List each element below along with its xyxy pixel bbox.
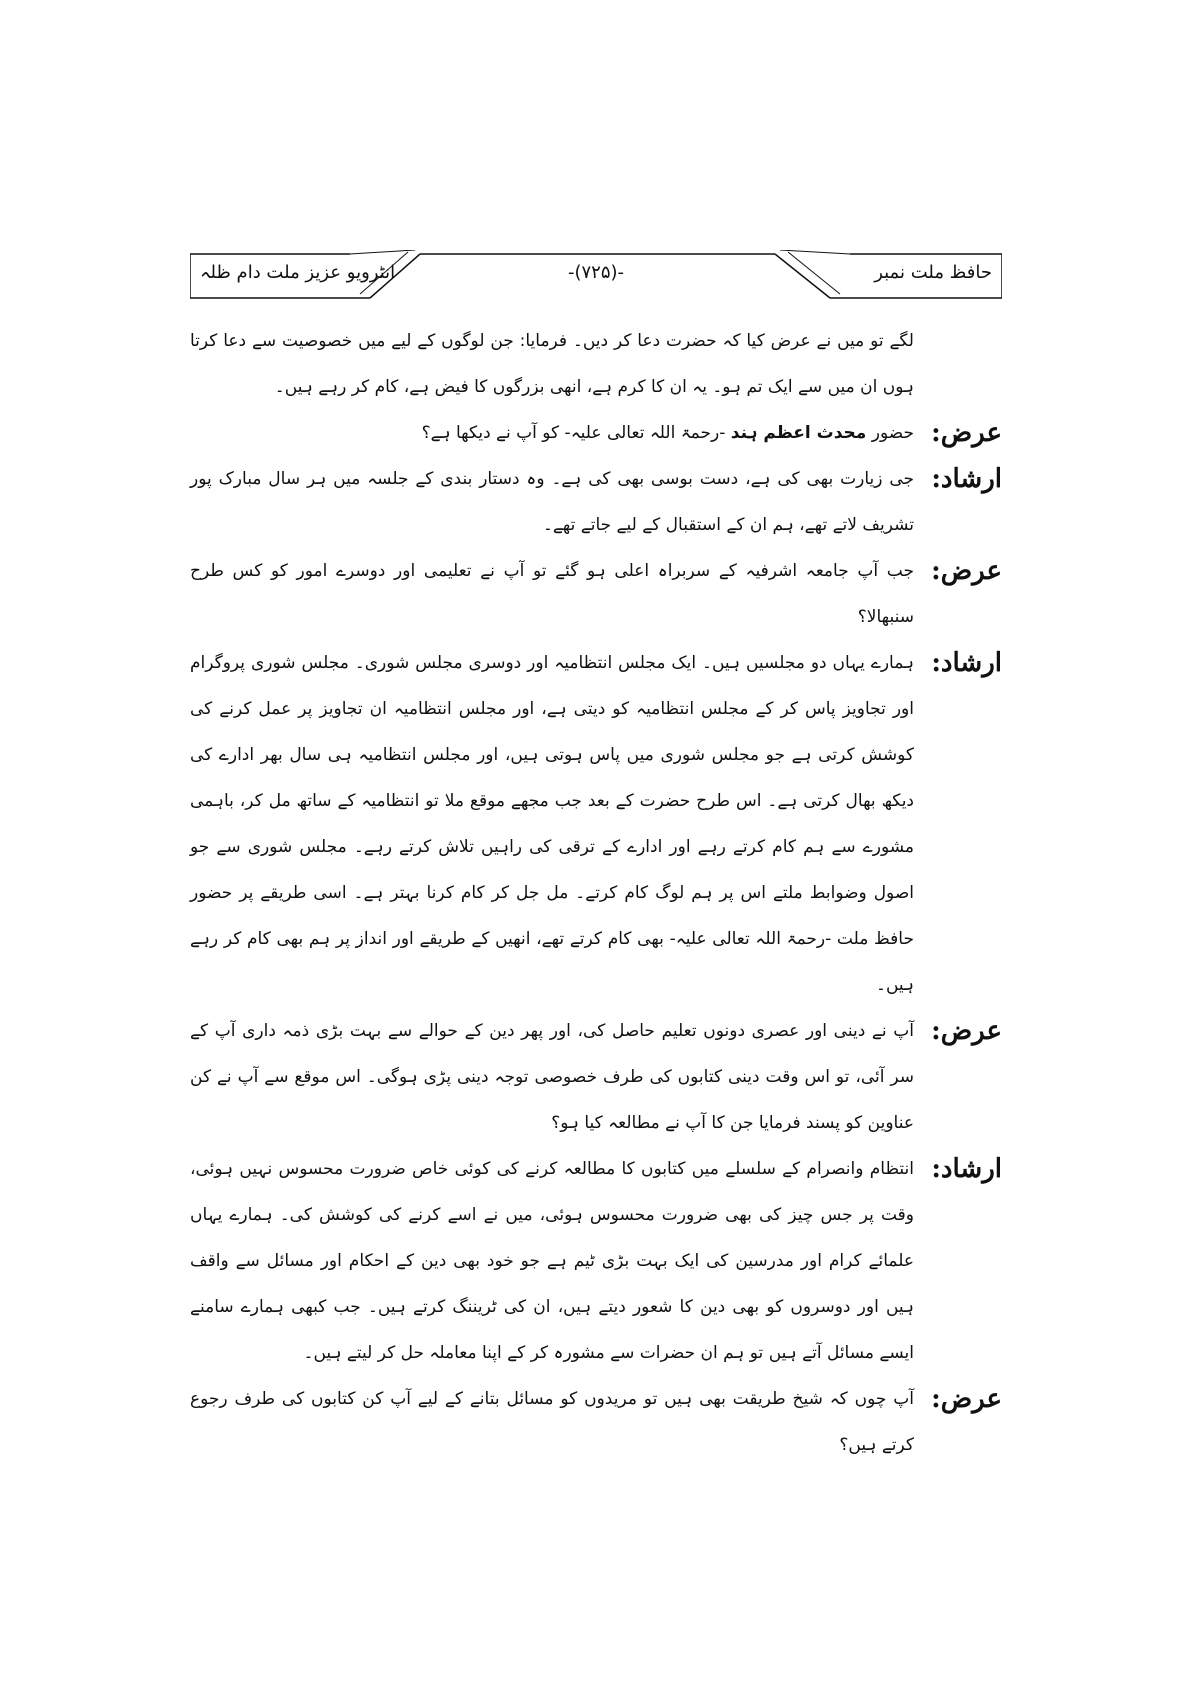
header-left-title: انٹرویو عزیز ملت دام ظلہ xyxy=(200,262,396,283)
interview-content xyxy=(190,318,1002,1468)
entry-label: عرض: xyxy=(931,556,1002,586)
entry-label: عرض: xyxy=(931,418,1002,448)
entry-continuation xyxy=(190,318,1002,410)
entry-label: ارشاد: xyxy=(931,648,1002,678)
text-post: -رحمۃ اللہ تعالی علیہ- کو آپ نے دیکھا ہے؟ xyxy=(421,423,731,443)
entry-label: ارشاد: xyxy=(931,1154,1002,1184)
bold-name: محدث اعظم ہند xyxy=(730,423,867,443)
entry-text: لگے تو میں نے عرض کیا کہ حضرت دعا کر دیں۔ فرمایا: جن لوگوں کے لیے میں خصوصیت سے دعا کرتا ہوں ان میں سے ایک تم ہو۔ یہ ان کا کرم ہے، انھی بزرگوں کا فیض ہے، کام کر رہے ہیں۔ xyxy=(190,331,914,397)
entry-question xyxy=(190,548,1002,640)
page-number: -(۷۲۵)- xyxy=(567,262,625,283)
entry-question xyxy=(190,410,1002,456)
entry-question xyxy=(190,1008,1002,1146)
entry-answer xyxy=(190,640,1002,1008)
entry-text: ہمارے یہاں دو مجلسیں ہیں۔ ایک مجلس انتظامیہ اور دوسری مجلس شوری۔ مجلس شوری پروگرام اور تجاویز پاس کر کے مجلس انتظامیہ کو دیتی ہے، اور مجلس انتظامیہ ان تجاویز پر عمل کرنے کی کوشش کرتی ہے جو مجلس شوری میں پاس ہوتی ہیں، اور مجلس انتظامیہ ہی سال بھر ادارے کی دیکھ بھال کرتی ہے۔ اس طرح حضرت کے بعد جب مجھے موقع ملا تو انتظامیہ کے ساتھ مل کر، باہمی مشورے سے ہم کام کرتے رہے اور ادارے کے ترقی کی راہیں تلاش کرتے رہے۔ مجلس شوری سے جو اصول وضوابط ملتے اس پر ہم لوگ کام کرتے۔ مل جل کر کام کرنا بہتر ہے۔ اسی طریقے پر حضور حافظ ملت -رحمۃ اللہ تعالی علیہ- بھی کام کرتے تھے، انھیں کے طریقے اور انداز پر ہم بھی کام کر رہے ہیں۔ xyxy=(190,653,914,995)
text-pre: حضور xyxy=(866,423,914,443)
entry-label: ارشاد: xyxy=(931,464,1002,494)
header-right-title: حافظ ملت نمبر xyxy=(874,262,992,283)
entry-label: عرض: xyxy=(931,1016,1002,1046)
entry-text: جی زیارت بھی کی ہے، دست بوسی بھی کی ہے۔ وہ دستار بندی کے جلسہ میں ہر سال مبارک پور تشریف لاتے تھے، ہم ان کے استقبال کے لیے جاتے تھے۔ xyxy=(190,469,914,535)
entry-answer xyxy=(190,1146,1002,1376)
entry-text: آپ چوں کہ شیخ طریقت بھی ہیں تو مریدوں کو مسائل بتانے کے لیے آپ کن کتابوں کی طرف رجوع کرتے ہیں؟ xyxy=(190,1389,914,1455)
entry-text: آپ نے دینی اور عصری دونوں تعلیم حاصل کی، اور پھر دین کے حوالے سے بہت بڑی ذمہ داری آپ کے سر آئی، تو اس وقت دینی کتابوں کی طرف خصوصی توجہ دینی پڑی ہوگی۔ اس موقع سے آپ نے کن عناوین کو پسند فرمایا جن کا آپ نے مطالعہ کیا ہو؟ xyxy=(190,1021,914,1133)
page-header xyxy=(190,250,1002,300)
entry-question xyxy=(190,1376,1002,1468)
entry-label: عرض: xyxy=(931,1384,1002,1414)
entry-text: جب آپ جامعہ اشرفیہ کے سربراہ اعلی ہو گئے تو آپ نے تعلیمی اور دوسرے امور کو کس طرح سنبھالا؟ xyxy=(190,561,914,627)
entry-answer xyxy=(190,456,1002,548)
entry-text xyxy=(190,410,914,456)
entry-text: انتظام وانصرام کے سلسلے میں کتابوں کا مطالعہ کرنے کی کوئی خاص ضرورت محسوس نہیں ہوئی، وقت پر جس چیز کی بھی ضرورت محسوس ہوئی، میں نے اسے کرنے کی کوشش کی۔ ہمارے یہاں علمائے کرام اور مدرسین کی ایک بہت بڑی ٹیم ہے جو خود بھی دین کے احکام اور مسائل سے واقف ہیں اور دوسروں کو بھی دین کا شعور دیتے ہیں، ان کی ٹریننگ کرتے ہیں۔ جب کبھی ہمارے سامنے ایسے مسائل آتے ہیں تو ہم ان حضرات سے مشورہ کر کے اپنا معاملہ حل کر لیتے ہیں۔ xyxy=(190,1159,914,1363)
